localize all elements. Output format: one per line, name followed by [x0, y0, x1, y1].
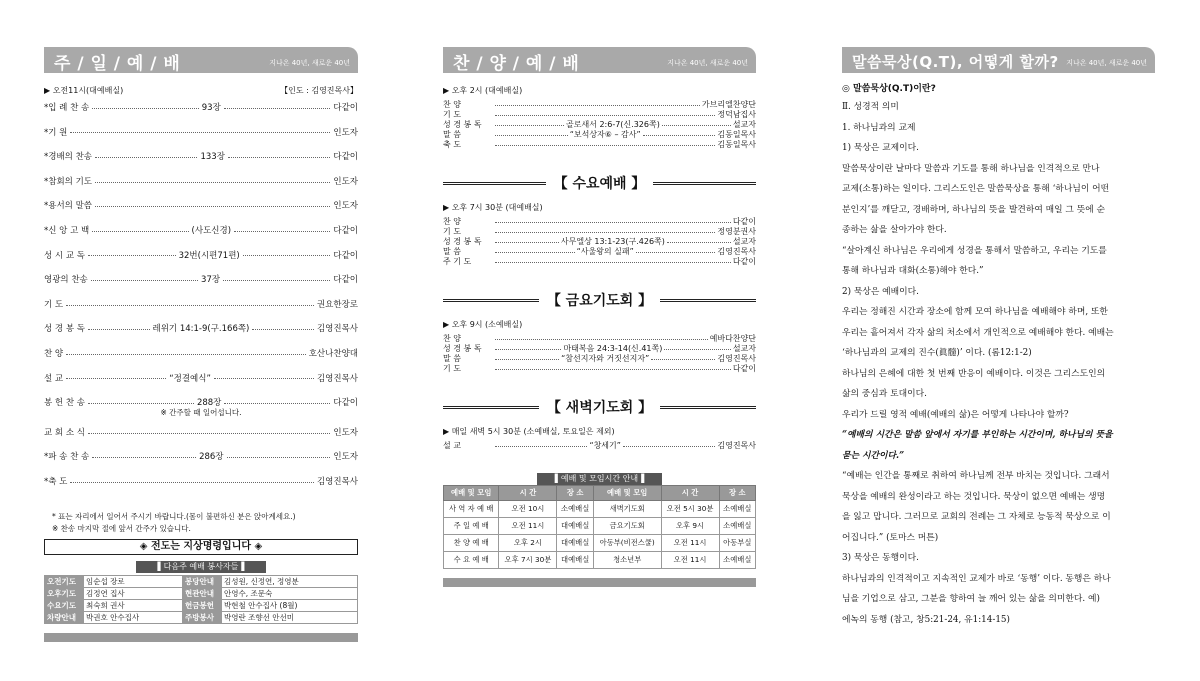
item-person: 정영분권사: [717, 227, 756, 236]
item-detail: (사도신경): [191, 225, 232, 236]
item-label: 말 씀: [443, 354, 461, 363]
item-person: 인도자: [333, 427, 358, 438]
leader-dots: [92, 108, 199, 109]
worship-item: [443, 140, 756, 150]
role-person: 김성원, 신정연, 정영분: [222, 575, 358, 587]
leader-dots: [66, 354, 306, 355]
leader-dots: [95, 157, 197, 158]
schedule-cell: 대예배실: [557, 535, 593, 552]
item-detail: “정결예식”: [169, 373, 211, 384]
item-person: 예바다찬양단: [709, 334, 756, 343]
item-person: 설교자: [732, 237, 756, 246]
schedule-header: 시 간: [499, 486, 557, 501]
item-label: 축 도: [443, 140, 461, 149]
qt-line: 통해 하나님과 대화(소통)해야 한다.”: [842, 266, 984, 276]
leader-dots: [92, 457, 196, 458]
sunday-worship-column: [44, 47, 358, 642]
role-label: 현관안내: [183, 587, 222, 599]
worship-item: [443, 100, 756, 110]
leader-dots: [224, 108, 331, 109]
item-label: 찬 양: [443, 334, 461, 343]
item-label: 성 시 교 독: [44, 250, 85, 261]
leader-dots: [227, 457, 331, 458]
item-person: 인도자: [333, 201, 358, 212]
worship-item: [44, 194, 358, 219]
schedule-cell: 오전 10시: [499, 501, 557, 518]
schedule-cell: 수 요 예 배: [444, 552, 499, 569]
item-label: 성 경 봉 독: [443, 344, 482, 353]
section-subtitle: 지나온 40년, 새로운 40년: [667, 59, 748, 67]
leader-dots: [495, 252, 575, 253]
worship-item: [443, 130, 756, 140]
bottom-bar: [443, 578, 756, 587]
role-label: 주방봉사: [183, 611, 222, 623]
item-person: 다같이: [333, 103, 358, 113]
schedule-cell: 사 역 자 예 배: [444, 501, 499, 518]
item-person: 다같이: [333, 152, 358, 163]
volunteer-row: [45, 587, 358, 599]
worship-item: [443, 110, 756, 120]
role-person: 박현철 안수집사 (8월): [222, 599, 358, 611]
item-label: 기 도: [443, 364, 461, 373]
friday-title: 【 금요기도회 】: [546, 293, 653, 309]
qt-line: 1) 묵상은 교제이다.: [842, 143, 919, 153]
leader-dots: [495, 446, 587, 447]
qt-line: Ⅱ. 성경적 의미: [842, 102, 899, 112]
item-person: 다같이: [732, 364, 756, 373]
item-label: 말 씀: [443, 130, 461, 139]
item-label: 설 교: [443, 441, 461, 450]
leader-dots: [228, 157, 330, 158]
worship-item: [44, 317, 358, 342]
item-label: 봉 헌 찬 송: [44, 398, 85, 409]
footnotes: [44, 511, 358, 535]
qt-column: [842, 47, 1155, 630]
item-person: 다같이: [732, 217, 756, 226]
role-person: 박권호 안수집사: [84, 611, 183, 623]
item-label: *참회의 기도: [44, 176, 93, 187]
role-person: 최숙희 권사: [84, 599, 183, 611]
role-label: 오전기도: [45, 575, 84, 587]
leader-dots: [95, 206, 330, 207]
role-label: 봉당안내: [183, 575, 222, 587]
leader-dots: [495, 369, 731, 370]
schedule-cell: 소예배실: [719, 518, 755, 535]
item-label: *경배의 찬송: [44, 152, 93, 163]
dawn-title: 【 새벽기도회 】: [546, 400, 653, 416]
schedule-row: [444, 552, 756, 569]
schedule-cell: 소예배실: [719, 552, 755, 569]
role-label: 헌금봉헌: [183, 599, 222, 611]
dawn-order: [443, 441, 756, 451]
item-person: 다같이: [333, 398, 358, 409]
item-person: 설교자: [732, 120, 757, 129]
footnote: ※ 찬송 마지막 절에 앞서 간주가 있습니다.: [52, 523, 191, 533]
leader-dots: [495, 105, 700, 106]
leader-dots: [95, 182, 330, 183]
qt-line: 님을 기업으로 삼고, 그분을 향하여 늘 깨어 있는 삶을 의미한다. 예): [842, 594, 1100, 604]
worship-item: [44, 293, 358, 318]
schedule-cell: 아동부실: [719, 535, 755, 552]
offering-note: ※ 간주할 때 일어섭니다.: [160, 407, 242, 417]
leader-dots: [243, 255, 331, 256]
item-person: 인도자: [333, 127, 358, 138]
role-label: 수요기도: [45, 599, 84, 611]
worship-item: [44, 121, 358, 146]
worship-item: [44, 244, 358, 269]
leader-dots: [214, 378, 314, 379]
schedule-row: [444, 535, 756, 552]
item-label: *신 앙 고 백: [44, 225, 90, 236]
leader-dots: [667, 242, 731, 243]
schedule-cell: 소예배실: [719, 501, 755, 518]
item-person: 가브리엘찬양단: [701, 100, 756, 109]
worship-item: [44, 219, 358, 244]
schedule-title: ▌예배 및 모임시간 안내▐: [537, 473, 662, 485]
section-title: 주 / 일 / 예 / 배: [54, 54, 181, 74]
qt-line: ‘하나님과의 교제의 진수(眞髓)’ 이다. (롬12:1-2): [842, 348, 1032, 358]
praise-service-time: ▶ 오후 2시 (대예배실): [443, 86, 523, 95]
leader-dots: [651, 359, 715, 360]
schedule-header: 장 소: [719, 486, 755, 501]
leader-dots: [91, 280, 198, 281]
item-detail: 286장: [199, 452, 224, 463]
leader-dots: [495, 262, 731, 263]
friday-header: [443, 289, 756, 311]
leader-dots: [88, 403, 194, 404]
item-label: 찬 양: [443, 217, 461, 226]
role-person: 안영수, 조문숙: [222, 587, 358, 599]
item-person: 김영진목사: [717, 441, 756, 450]
worship-item: [443, 354, 756, 364]
schedule-cell: 오후 9시: [661, 518, 719, 535]
leader-dots: [495, 349, 561, 350]
volunteer-row: [45, 611, 358, 623]
qt-line: 에녹의 동행 (참고, 창5:21-24, 유1:14-15): [842, 614, 1010, 625]
item-label: 기 도: [443, 227, 461, 236]
schedule-cell: 대예배실: [557, 552, 593, 569]
section-subtitle: 지나온 40년, 새로운 40년: [269, 59, 350, 67]
volunteers-title: ▌다음주 예배 봉사자들▐: [136, 561, 266, 573]
leader-dots: [70, 482, 314, 483]
item-person: 인도자: [333, 452, 358, 463]
qt-line: 하나님과의 인격적이고 지속적인 교제가 바로 ‘동행’ 이다. 동행은 하나: [842, 573, 1111, 584]
worship-item: [443, 257, 756, 267]
schedule-cell: 주 일 예 배: [444, 518, 499, 535]
qt-line: 삶의 중심과 토대이다.: [842, 389, 927, 399]
schedule-row: [444, 501, 756, 518]
schedule-table: [443, 485, 756, 569]
schedule-cell: 청소년부: [593, 552, 661, 569]
schedule-cell: 아동부(비전스쿨): [593, 535, 661, 552]
role-label: 오후기도: [45, 587, 84, 599]
qt-line: “살아계신 하나님은 우리에게 성경을 통해서 말씀하고, 우리는 기도를: [842, 245, 1107, 256]
item-person: 호산나찬양대: [308, 348, 358, 359]
schedule-cell: 오전 11시: [661, 535, 719, 552]
item-person: 김동일목사: [717, 130, 756, 139]
section-header: [443, 47, 756, 73]
leader-dots: [495, 145, 715, 146]
leader-dots: [234, 231, 330, 232]
volunteers-table: [44, 575, 358, 624]
bottom-bar: [44, 633, 358, 642]
item-detail: 93장: [201, 103, 221, 113]
volunteer-row: [45, 575, 358, 587]
qt-line: “예배는 인간을 통째로 취하여 하나님께 전부 바치는 것입니다. 그래서: [842, 471, 1110, 481]
item-detail: 32번(시편71편): [178, 250, 240, 261]
leader-dots: [88, 433, 330, 434]
schedule-header: 장 소: [557, 486, 593, 501]
qt-line: 종하는 삶을 살아가야 한다.: [842, 225, 947, 235]
item-label: *용서의 말씀: [44, 201, 93, 212]
qt-line: “예배의 시간은 말씀 앞에서 자기를 부인하는 시간이며, 하나님의 뜻을: [842, 430, 1113, 440]
section-header: [44, 47, 358, 73]
item-person: 김영진목사: [717, 354, 757, 363]
item-person: 인도자: [333, 176, 358, 187]
praise-worship-column: [443, 47, 756, 587]
item-detail: 레위기 14:1-9(구.166쪽): [152, 324, 250, 335]
qt-body: [842, 97, 1155, 630]
qt-line: 말씀묵상이란 날마다 말씀과 기도를 통해 하나님을 인격적으로 만나: [842, 163, 1100, 174]
leader-dots: [70, 132, 330, 133]
service-time: ▶ 오전11시(대예배실): [44, 86, 124, 95]
item-detail: 288장: [196, 398, 222, 409]
schedule-cell: 소예배실: [557, 501, 593, 518]
leader-dots: [495, 242, 559, 243]
item-person: 다같이: [732, 257, 756, 266]
item-detail: “참선지자와 거짓선지자”: [561, 354, 650, 363]
leader-dots: [66, 305, 314, 306]
section-subtitle: 지나온 40년, 새로운 40년: [1066, 59, 1147, 67]
item-detail: 133장: [200, 152, 225, 163]
leader-dots: [92, 231, 188, 232]
worship-item: [44, 470, 358, 495]
item-label: 성 경 봉 독: [44, 324, 85, 335]
schedule-cell: 새벽기도회: [593, 501, 661, 518]
item-person: 다같이: [333, 250, 359, 261]
wednesday-header: [443, 172, 756, 194]
item-person: 설교자: [732, 344, 757, 353]
qt-line: 묻는 시간이다.”: [842, 450, 905, 461]
item-label: 교 회 소 식: [44, 427, 85, 438]
section-title: 찬 / 양 / 예 / 배: [453, 54, 580, 74]
item-label: *입 례 찬 송: [44, 103, 90, 113]
worship-item: [44, 342, 358, 367]
leader-dots: [223, 280, 330, 281]
item-person: 김동일목사: [717, 140, 756, 149]
item-detail: “사울왕의 실패”: [576, 247, 634, 256]
worship-item: [443, 344, 756, 354]
worship-item: [443, 441, 756, 451]
leader-dots: [495, 135, 568, 136]
section-header: [842, 47, 1155, 73]
schedule-cell: 오전 11시: [661, 552, 719, 569]
worship-item: [443, 247, 756, 257]
item-detail: “창세기”: [589, 441, 621, 450]
item-label: 기 도: [44, 299, 64, 310]
item-label: 설 교: [44, 373, 64, 384]
leader-dots: [623, 446, 715, 447]
item-label: *파 송 찬 송: [44, 452, 90, 463]
qt-line: 교제(소통)하는 일이다. 그리스도인은 말씀묵상을 통해 ‘하나님이 어떤: [842, 184, 1110, 194]
item-detail: “보석상자⑥ – 감사”: [569, 130, 641, 139]
item-person: 정덕남집사: [717, 110, 756, 119]
worship-item: [44, 268, 358, 293]
leader-dots: [636, 252, 716, 253]
schedule-cell: 대예배실: [557, 518, 593, 535]
worship-item: [44, 96, 358, 121]
item-detail: 골로새서 2:6-7(신.326쪽): [566, 120, 660, 129]
wednesday-title: 【 수요예배 】: [553, 176, 646, 192]
worship-item: [44, 170, 358, 195]
qt-line: 우리가 드릴 영적 예배(예배의 삶)은 어떻게 나타나야 할까?: [842, 409, 1069, 420]
item-detail: 사무엘상 13:1-23(구.426쪽): [560, 237, 665, 246]
item-person: 김영진목사: [717, 247, 756, 256]
qt-line: 우리는 흩어져서 각자 삶의 처소에서 개인적으로 예배해야 한다. 예배는: [842, 327, 1114, 338]
worship-item: [443, 217, 756, 227]
qt-line: 우리는 정해진 시간과 장소에 함께 모여 하나님을 예배해야 하며, 또한: [842, 307, 1108, 317]
schedule-cell: 오후 7시 30분: [499, 552, 557, 569]
worship-item: [44, 445, 358, 470]
schedule-cell: 찬 양 예 배: [444, 535, 499, 552]
schedule-cell: 금요기도회: [593, 518, 661, 535]
leader-dots: [495, 232, 715, 233]
item-person: 김영진목사: [316, 324, 358, 335]
qt-line: 어집니다.” (토마스 머튼): [842, 532, 939, 543]
leader-dots: [495, 125, 564, 126]
item-label: 성 경 봉 독: [443, 120, 482, 129]
dawn-header: [443, 396, 756, 418]
item-label: 영광의 찬송: [44, 275, 88, 286]
footnote: * 표는 자리에서 일어서 주시기 바랍니다.(몸이 불편하신 분은 앉아계세요.): [52, 511, 296, 521]
evangelism-banner: ◈ 전도는 지상명령입니다 ◈: [44, 539, 358, 555]
item-person: 다같이: [333, 225, 359, 236]
section-title: 말씀묵상(Q.T), 어떻게 할까?: [852, 53, 1059, 71]
wednesday-order: [443, 217, 756, 267]
item-label: 주 기 도: [443, 257, 472, 266]
leader-dots: [88, 329, 150, 330]
item-label: *축 도: [44, 476, 68, 487]
leader-dots: [66, 378, 166, 379]
worship-item: [443, 237, 756, 247]
leader-dots: [495, 339, 708, 340]
schedule-cell: 오후 2시: [499, 535, 557, 552]
role-label: 차량안내: [45, 611, 84, 623]
leader-dots: [495, 359, 559, 360]
order-of-worship: [44, 96, 358, 495]
qt-line: 2) 묵상은 예배이다.: [842, 286, 919, 297]
praise-order: [443, 100, 756, 150]
wednesday-service-time: ▶ 오후 7시 30분 (대예배실): [443, 203, 543, 212]
leader-dots: [495, 115, 715, 116]
service-info: [44, 85, 358, 96]
role-person: 임순섭 장로: [84, 575, 183, 587]
item-person: 권요한장로: [316, 299, 358, 310]
item-detail: 마태복음 24:3-14(신.41쪽): [563, 344, 663, 353]
schedule-header: 예배 및 모임: [593, 486, 661, 501]
qt-line: 하나님의 은혜에 대한 첫 번째 반응이 예배이다. 이것은 그리스도인의: [842, 368, 1106, 379]
leader-dots: [252, 329, 314, 330]
worship-item: [443, 120, 756, 130]
item-person: 김영진목사: [316, 373, 358, 384]
volunteer-row: [45, 599, 358, 611]
leader-dots: [88, 255, 176, 256]
leader-dots: [664, 349, 730, 350]
qt-line: 묵상을 예배의 완성이라고 하는 것입니다. 묵상이 없으면 예배는 생명: [842, 491, 1106, 502]
worship-item: [443, 227, 756, 237]
item-label: 기 도: [443, 110, 461, 119]
leader-dots: [495, 222, 731, 223]
leader-dots: [662, 125, 731, 126]
item-label: 찬 양: [44, 348, 64, 359]
qt-line: 3) 묵상은 동행이다.: [842, 553, 919, 563]
item-person: 다같이: [333, 275, 358, 286]
item-person: 김영진목사: [316, 476, 358, 487]
friday-service-time: ▶ 오후 9시 (소예배실): [443, 320, 523, 329]
worship-item: [443, 364, 756, 374]
role-person: 박영란 조향선 안선미: [222, 611, 358, 623]
dawn-service-time: ▶ 매일 새벽 5시 30분 (소예배실, 토요일은 제외): [443, 427, 615, 436]
qt-line: 1. 하나님과의 교제: [842, 122, 916, 133]
service-leader: 【인도 : 김영진목사】: [280, 86, 358, 95]
worship-item: [44, 367, 358, 392]
qt-heading: ◎ 말씀묵상(Q.T)이란?: [842, 84, 936, 94]
schedule-row: [444, 518, 756, 535]
qt-line: 을 잃고 맙니다. 그러므로 교회의 전례는 그 자체로 능동적 묵상으로 이: [842, 512, 1111, 522]
worship-item: [44, 145, 358, 170]
worship-item: [443, 334, 756, 344]
schedule-cell: 오전 5시 30분: [661, 501, 719, 518]
worship-item: [44, 421, 358, 446]
item-label: 성 경 봉 독: [443, 237, 482, 246]
schedule-cell: 오전 11시: [499, 518, 557, 535]
item-label: 말 씀: [443, 247, 461, 256]
item-label: *기 원: [44, 127, 68, 138]
schedule-header: 예배 및 모임: [444, 486, 499, 501]
friday-order: [443, 334, 756, 374]
schedule-header: 시 간: [661, 486, 719, 501]
item-label: 찬 양: [443, 100, 461, 109]
item-detail: 37장: [201, 275, 221, 286]
leader-dots: [224, 403, 330, 404]
qt-line: 분인지’를 깨닫고, 경배하며, 하나님의 뜻을 발견하여 매일 그 뜻에 순: [842, 204, 1105, 215]
role-person: 김정연 집사: [84, 587, 183, 599]
leader-dots: [643, 135, 716, 136]
